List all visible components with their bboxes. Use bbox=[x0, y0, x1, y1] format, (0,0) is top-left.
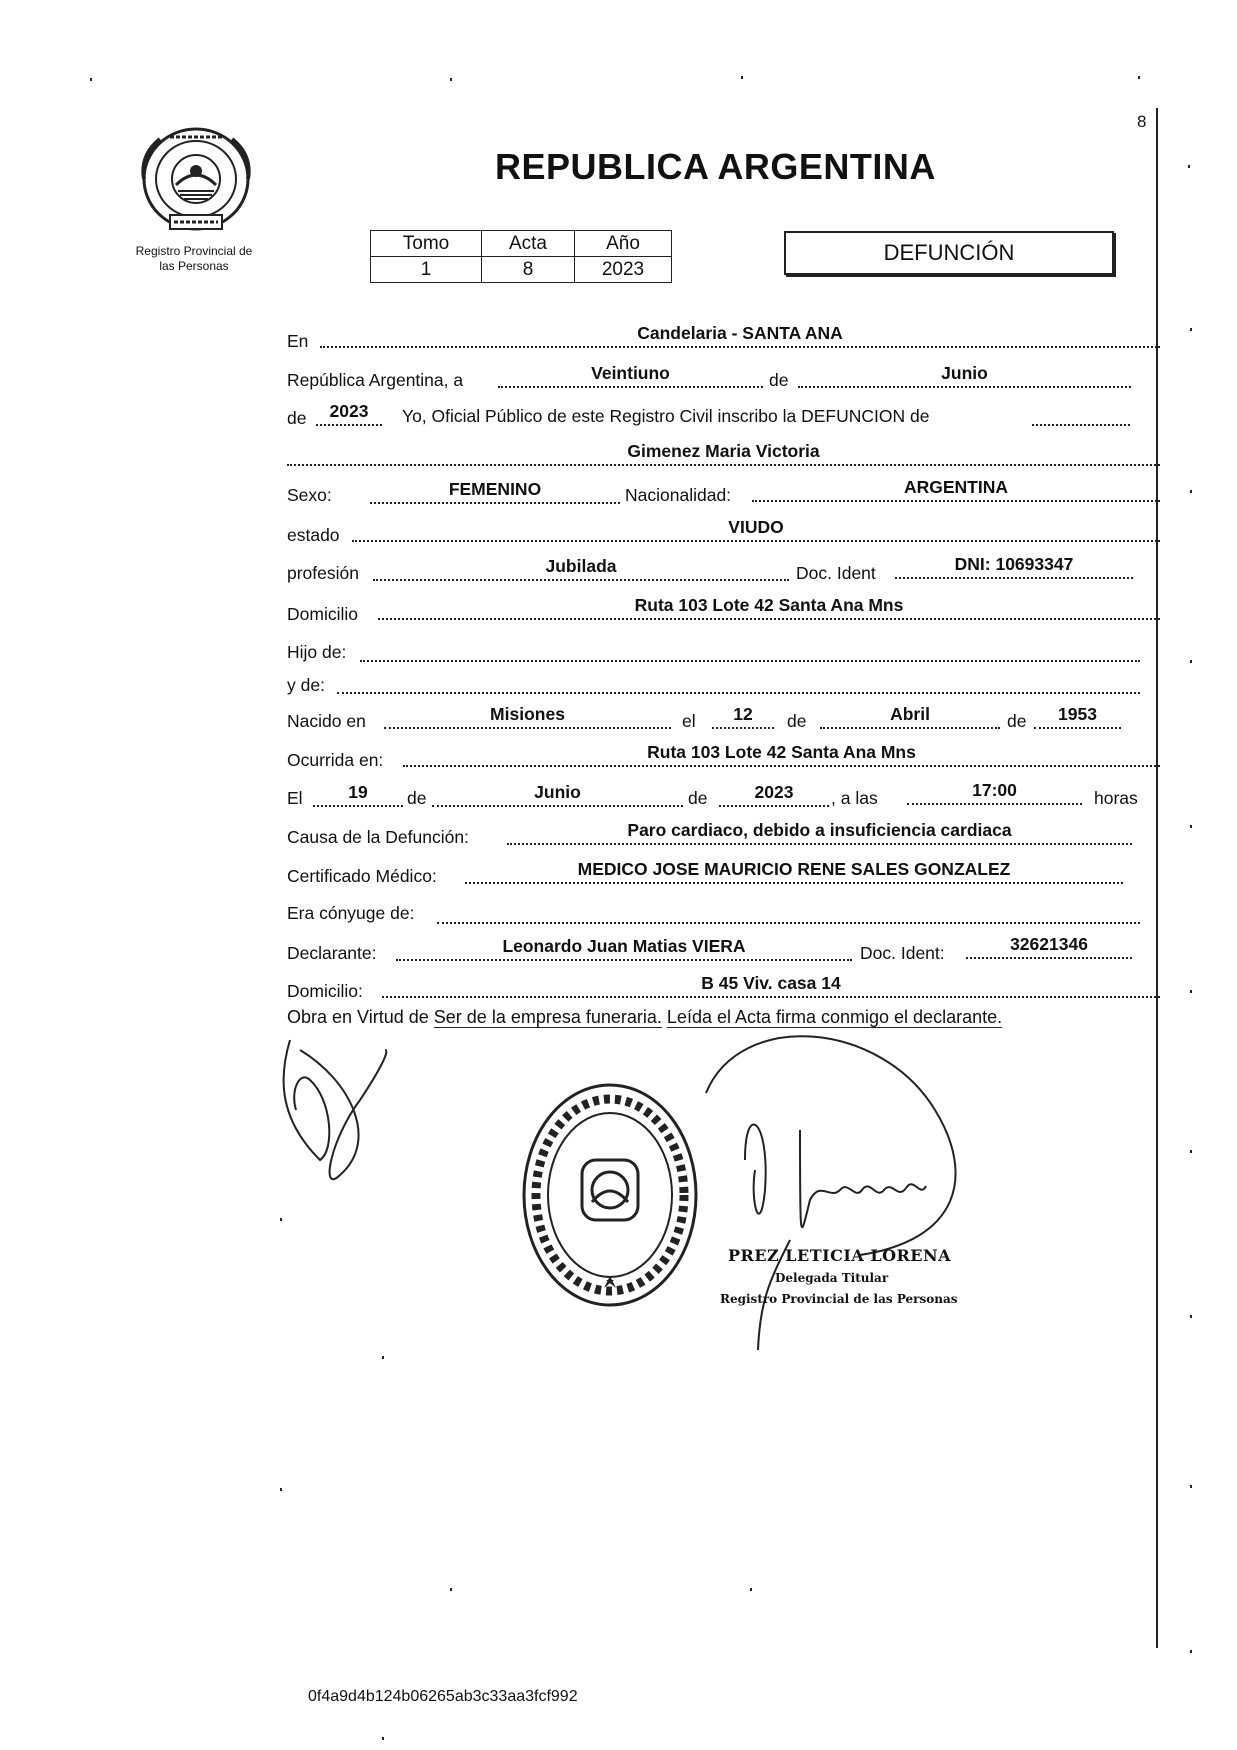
registry-label-line1: Registro Provincial de bbox=[135, 244, 253, 258]
republica-label: República Argentina, a bbox=[287, 370, 464, 390]
hijo-label: Hijo de: bbox=[287, 642, 347, 662]
page-number: 8 bbox=[1137, 112, 1147, 131]
sexo-field: FEMENINO bbox=[370, 478, 620, 504]
scan-speck bbox=[90, 78, 92, 81]
domicilio2-label: Domicilio: bbox=[287, 981, 363, 1001]
scan-speck bbox=[1190, 328, 1192, 331]
conyuge-field bbox=[437, 898, 1140, 924]
nacionalidad-label: Nacionalidad: bbox=[625, 485, 732, 505]
en-field: Candelaria - SANTA ANA bbox=[320, 322, 1160, 348]
domicilio2-field: B 45 Viv. casa 14 bbox=[382, 972, 1160, 998]
de6-label: de bbox=[688, 788, 708, 808]
record-value-row bbox=[371, 257, 672, 283]
scan-speck bbox=[1190, 1650, 1192, 1653]
scan-speck bbox=[450, 1588, 452, 1591]
document-title: REPUBLICA ARGENTINA bbox=[495, 146, 936, 187]
nacido-mes-field: Abril bbox=[820, 703, 1000, 729]
scan-speck bbox=[382, 1737, 384, 1740]
causa-field: Paro cardiaco, debido a insuficiencia cardiaca bbox=[507, 819, 1132, 845]
month-field: Junio bbox=[798, 362, 1131, 388]
de4-label: de bbox=[1007, 711, 1027, 731]
scan-speck bbox=[1188, 165, 1190, 168]
declarante-label: Declarante: bbox=[287, 943, 377, 963]
scan-speck bbox=[1190, 490, 1192, 493]
el2-label: El bbox=[287, 788, 303, 808]
record-value-anio: 2023 bbox=[575, 257, 672, 283]
yo-text: Yo, Oficial Público de este Registro Civil inscribo la DEFUNCION de bbox=[402, 406, 930, 426]
nacido-label: Nacido en bbox=[287, 711, 366, 731]
registry-label-line2: las Personas bbox=[159, 259, 229, 273]
de-label: de bbox=[769, 370, 789, 390]
scan-speck bbox=[741, 76, 743, 79]
de5-label: de bbox=[407, 788, 427, 808]
ocurrida-field: Ruta 103 Lote 42 Santa Ana Mns bbox=[403, 741, 1160, 767]
nacido-anio-field: 1953 bbox=[1034, 703, 1121, 729]
record-type: DEFUNCIÓN bbox=[883, 240, 1015, 265]
en-label: En bbox=[287, 331, 309, 351]
sexo-label: Sexo: bbox=[287, 485, 332, 505]
record-header-row bbox=[371, 231, 672, 257]
record-header-acta: Acta bbox=[482, 231, 575, 257]
nacido-lugar-field: Misiones bbox=[384, 703, 671, 729]
nacionalidad-field: ARGENTINA bbox=[752, 476, 1160, 502]
doc2-label: Doc. Ident: bbox=[860, 943, 945, 963]
scan-speck bbox=[1190, 1315, 1192, 1318]
day-words-field: Veintiuno bbox=[498, 362, 763, 388]
registry-label bbox=[118, 244, 270, 274]
fallec-mes-field: Junio bbox=[432, 781, 683, 807]
causa-label: Causa de la Defunción: bbox=[287, 827, 469, 847]
scan-speck bbox=[450, 78, 452, 81]
closing-reason: Ser de la empresa funeraria. bbox=[433, 1007, 662, 1027]
fallec-hora-field: 17:00 bbox=[907, 779, 1082, 805]
doc-ident-label: Doc. Ident bbox=[796, 563, 876, 583]
conyuge-label: Era cónyuge de: bbox=[287, 903, 415, 923]
hijo-field bbox=[360, 636, 1140, 662]
record-value-acta: 8 bbox=[482, 257, 575, 283]
el-label: el bbox=[682, 711, 696, 731]
scan-speck bbox=[280, 1218, 282, 1221]
closing-post: Leída el Acta firma conmigo el declarante. bbox=[666, 1007, 1003, 1027]
yde-field bbox=[337, 668, 1140, 694]
scan-speck bbox=[382, 1356, 384, 1359]
scan-speck bbox=[1138, 76, 1140, 79]
official-office: Registro Provincial de las Personas bbox=[720, 1292, 958, 1306]
yo-trail-field bbox=[1032, 400, 1130, 426]
provincial-crest-icon bbox=[140, 125, 252, 233]
domicilio-label: Domicilio bbox=[287, 604, 358, 624]
deceased-name-field: Gimenez Maria Victoria bbox=[287, 440, 1160, 466]
year-field: 2023 bbox=[316, 400, 382, 426]
estado-label: estado bbox=[287, 525, 340, 545]
ocurrida-label: Ocurrida en: bbox=[287, 750, 384, 770]
declarant-signature bbox=[284, 1040, 387, 1179]
fallec-dia-field: 19 bbox=[313, 781, 403, 807]
de3-label: de bbox=[787, 711, 807, 731]
record-value-tomo: 1 bbox=[371, 257, 482, 283]
record-type-box bbox=[784, 231, 1114, 275]
scan-speck bbox=[280, 1488, 282, 1491]
profesion-field: Jubilada bbox=[373, 555, 789, 581]
scan-speck bbox=[1190, 660, 1192, 663]
domicilio-field: Ruta 103 Lote 42 Santa Ana Mns bbox=[378, 594, 1160, 620]
registry-stamp bbox=[520, 1080, 700, 1310]
yde-label: y de: bbox=[287, 675, 325, 695]
estado-field: VIUDO bbox=[352, 516, 1160, 542]
declarante-field: Leonardo Juan Matias VIERA bbox=[396, 935, 852, 961]
certificado-label: Certificado Médico: bbox=[287, 866, 437, 886]
scan-speck bbox=[1190, 1485, 1192, 1488]
closing-statement bbox=[287, 1007, 1002, 1028]
record-header-anio: Año bbox=[575, 231, 672, 257]
closing-pre: Obra en Virtud de bbox=[287, 1007, 429, 1027]
official-role: Delegada Titular bbox=[775, 1271, 889, 1285]
official-name: PREZ LETICIA LORENA bbox=[728, 1246, 952, 1265]
scan-speck bbox=[750, 1588, 752, 1591]
record-header-tomo: Tomo bbox=[371, 231, 482, 257]
scan-speck bbox=[1190, 990, 1192, 993]
profesion-label: profesión bbox=[287, 563, 359, 583]
scan-speck bbox=[1190, 1150, 1192, 1153]
doc-ident-field: DNI: 10693347 bbox=[895, 553, 1133, 579]
fallec-anio-field: 2023 bbox=[719, 781, 829, 807]
document-hash: 0f4a9d4b124b06265ab3c33aa3fcf992 bbox=[308, 1688, 578, 1705]
alas-label: , a las bbox=[831, 788, 878, 808]
nacido-dia-field: 12 bbox=[712, 703, 774, 729]
certificado-field: MEDICO JOSE MAURICIO RENE SALES GONZALEZ bbox=[465, 858, 1123, 884]
horas-label: horas bbox=[1094, 788, 1138, 808]
doc2-field: 32621346 bbox=[966, 933, 1132, 959]
scan-speck bbox=[1190, 825, 1192, 828]
record-table bbox=[370, 230, 672, 283]
de2-label: de bbox=[287, 408, 307, 428]
